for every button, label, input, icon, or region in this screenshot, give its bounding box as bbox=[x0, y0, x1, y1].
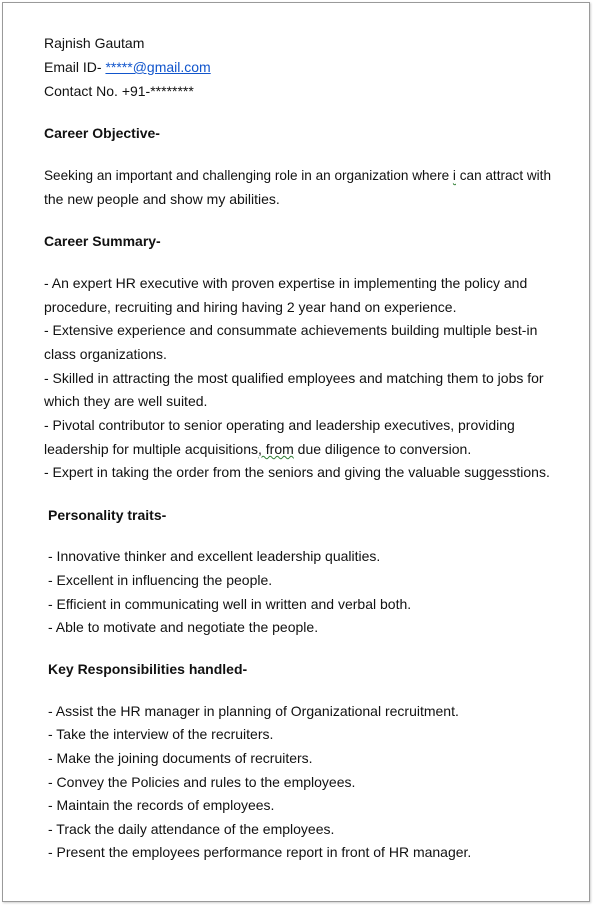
email-line bbox=[44, 57, 211, 77]
summary-line: - Expert in taking the order from the seniors and giving the valuable suggesstions. bbox=[44, 464, 550, 480]
responsibility-item: - Maintain the records of employees. bbox=[48, 797, 275, 813]
responsibility-item: - Assist the HR manager in planning of Organizational recruitment. bbox=[48, 703, 459, 719]
summary-line: - An expert HR executive with proven expertise in implementing the policy and bbox=[44, 275, 528, 291]
grammar-flag: , from bbox=[258, 441, 294, 457]
responsibility-item: - Take the interview of the recruiters. bbox=[48, 726, 274, 742]
summary-line bbox=[44, 439, 471, 459]
personality-item: - Efficient in communicating well in written and verbal both. bbox=[48, 596, 412, 612]
email-label: Email ID- bbox=[44, 59, 106, 75]
objective-text: can attract with bbox=[455, 167, 552, 183]
responsibility-item: - Convey the Policies and rules to the employees. bbox=[48, 774, 356, 790]
summary-text: leadership for multiple acquisitions bbox=[44, 441, 258, 457]
personality-traits-heading: Personality traits- bbox=[48, 507, 167, 523]
responsibility-item: - Make the joining documents of recruiters. bbox=[48, 750, 313, 766]
summary-line: procedure, recruiting and hiring having 2 year hand on experience. bbox=[44, 299, 457, 315]
objective-text: Seeking an important and challenging role in an organization where bbox=[44, 167, 453, 183]
personality-item: - Able to motivate and negotiate the people. bbox=[48, 619, 319, 635]
key-responsibilities-heading: Key Responsibilities handled- bbox=[48, 661, 248, 677]
objective-line: the new people and show my abilities. bbox=[44, 191, 280, 207]
summary-text: due diligence to conversion. bbox=[293, 441, 472, 457]
personality-item: - Innovative thinker and excellent leadership qualities. bbox=[48, 548, 381, 564]
contact-number: Contact No. +91-******** bbox=[44, 83, 194, 99]
candidate-name: Rajnish Gautam bbox=[44, 35, 145, 51]
grammar-flag: i bbox=[452, 167, 456, 183]
email-link[interactable]: *****@gmail.com bbox=[105, 59, 211, 75]
summary-line: - Pivotal contributor to senior operating and leadership executives, providing bbox=[44, 417, 515, 433]
personality-item: - Excellent in influencing the people. bbox=[48, 572, 273, 588]
responsibility-item: - Track the daily attendance of the employees. bbox=[48, 821, 335, 837]
summary-line: - Skilled in attracting the most qualified employees and matching them to jobs for bbox=[44, 370, 544, 386]
responsibility-item: - Present the employees performance report in front of HR manager. bbox=[48, 844, 472, 860]
career-objective-heading: Career Objective- bbox=[44, 125, 160, 141]
resume-page bbox=[2, 2, 590, 902]
objective-line bbox=[44, 165, 551, 185]
summary-line: - Extensive experience and consummate achievements building multiple best-in bbox=[44, 322, 538, 338]
career-summary-heading: Career Summary- bbox=[44, 233, 161, 249]
summary-line: which they are well suited. bbox=[44, 393, 208, 409]
summary-line: class organizations. bbox=[44, 346, 167, 362]
